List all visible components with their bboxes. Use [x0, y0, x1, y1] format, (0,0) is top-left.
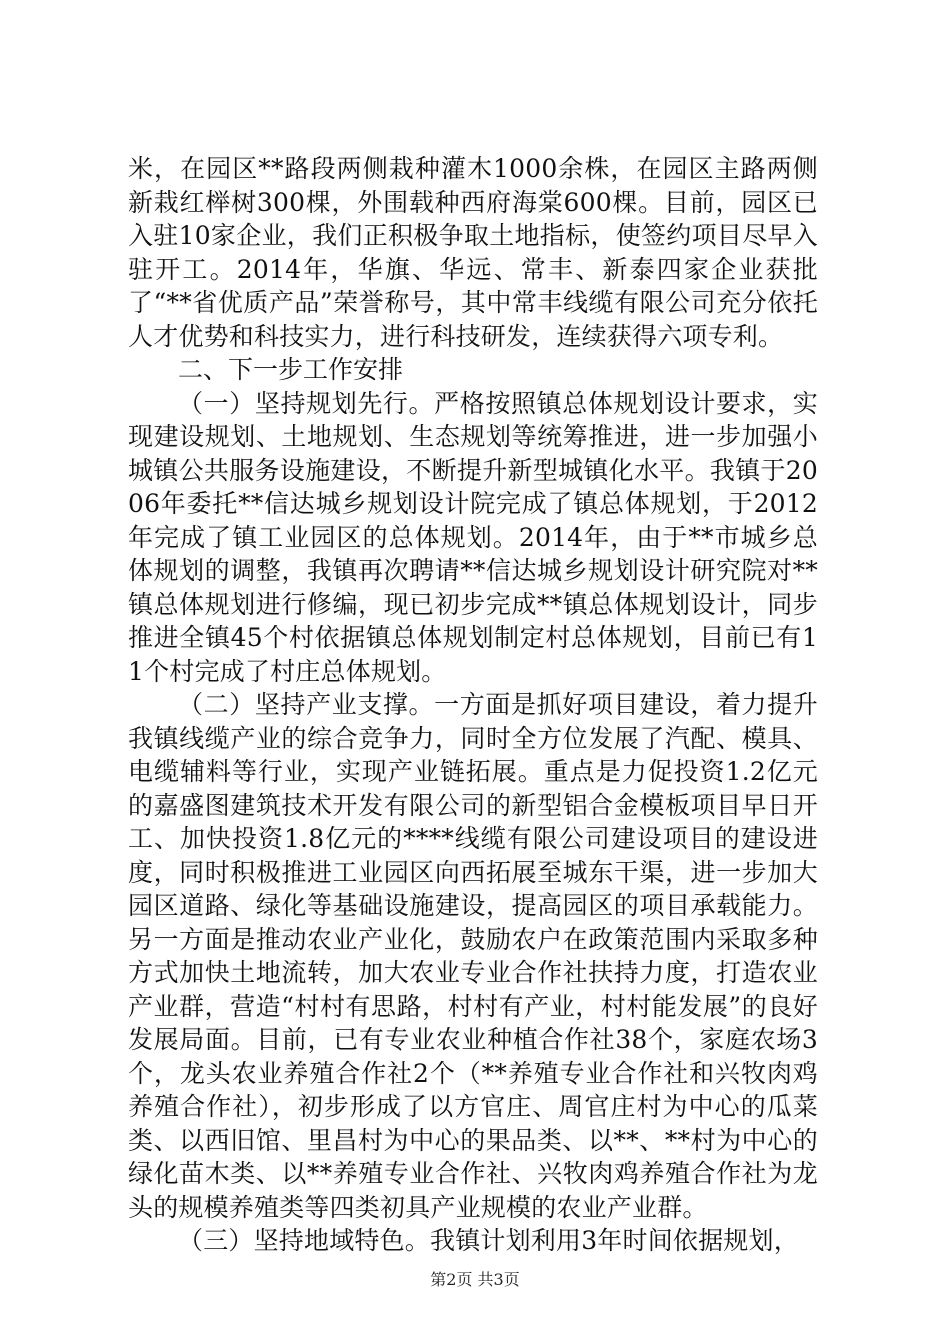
- page-footer: 第2页 共3页: [430, 1270, 520, 1289]
- paragraph-item-2: （二）坚持产业支撑。一方面是抓好项目建设，着力提升我镇线缆产业的综合竞争力，同时全方位发展了汽配、模具、电缆辅料等行业，实现产业链拓展。重点是力促投资1.2亿元的嘉盛图建筑技术开发有限公司的新型铝合金模板项目早日开工、加快投资1.8亿元的****线缆有限公司建设项目的建设进度，同时积极推进工业园区向西拓展至城东干渠，进一步加大园区道路、绿化等基础设施建设，提高园区的项目承载能力。另一方面是推动农业产业化，鼓励农户在政策范围内采取多种方式加快土地流转，加大农业专业合作社扶持力度，打造农业产业群，营造“村村有思路，村村有产业，村村能发展”的良好发展局面。目前，已有专业农业种植合作社38个，家庭农场3个，龙头农业养殖合作社2个（**养殖专业合作社和兴牧肉鸡养殖合作社），初步形成了以方官庄、周官庄村为中心的瓜菜类、以西旧馆、里昌村为中心的果品类、以**、**村为中心的绿化苗木类、以**养殖专业合作社、兴牧肉鸡养殖合作社为龙头的规模养殖类等四类初具产业规模的农业产业群。: [128, 690, 818, 1222]
- paragraph-continuation: 米，在园区**路段两侧栽种灌木1000余株，在园区主路两侧新栽红榉树300棵，外围载种西府海棠600棵。目前，园区已入驻10家企业，我们正积极争取土地指标，使签约项目尽早入驻开工。2014年，华旗、华远、常丰、新泰四家企业获批了“**省优质产品”荣誉称号，其中常丰线缆有限公司充分依托人才优势和科技实力，进行科技研发，连续获得六项专利。: [128, 154, 818, 351]
- paragraph-item-1: （一）坚持规划先行。严格按照镇总体规划设计要求，实现建设规划、土地规划、生态规划等统筹推进，进一步加强小城镇公共服务设施建设，不断提升新型城镇化水平。我镇于2006年委托**信达城乡规划设计院完成了镇总体规划，于2012年完成了镇工业园区的总体规划。2014年，由于**市城乡总体规划的调整，我镇再次聘请**信达城乡规划设计研究院对**镇总体规划进行修编，现已初步完成**镇总体规划设计，同步推进全镇45个村依据镇总体规划制定村总体规划，目前已有11个村完成了村庄总体规划。: [128, 388, 818, 686]
- document-body: [128, 152, 818, 1258]
- paragraph-item-3: （三）坚持地域特色。我镇计划利用3年时间依据规划，: [178, 1226, 799, 1255]
- section-heading: 二、下一步工作安排: [178, 355, 404, 384]
